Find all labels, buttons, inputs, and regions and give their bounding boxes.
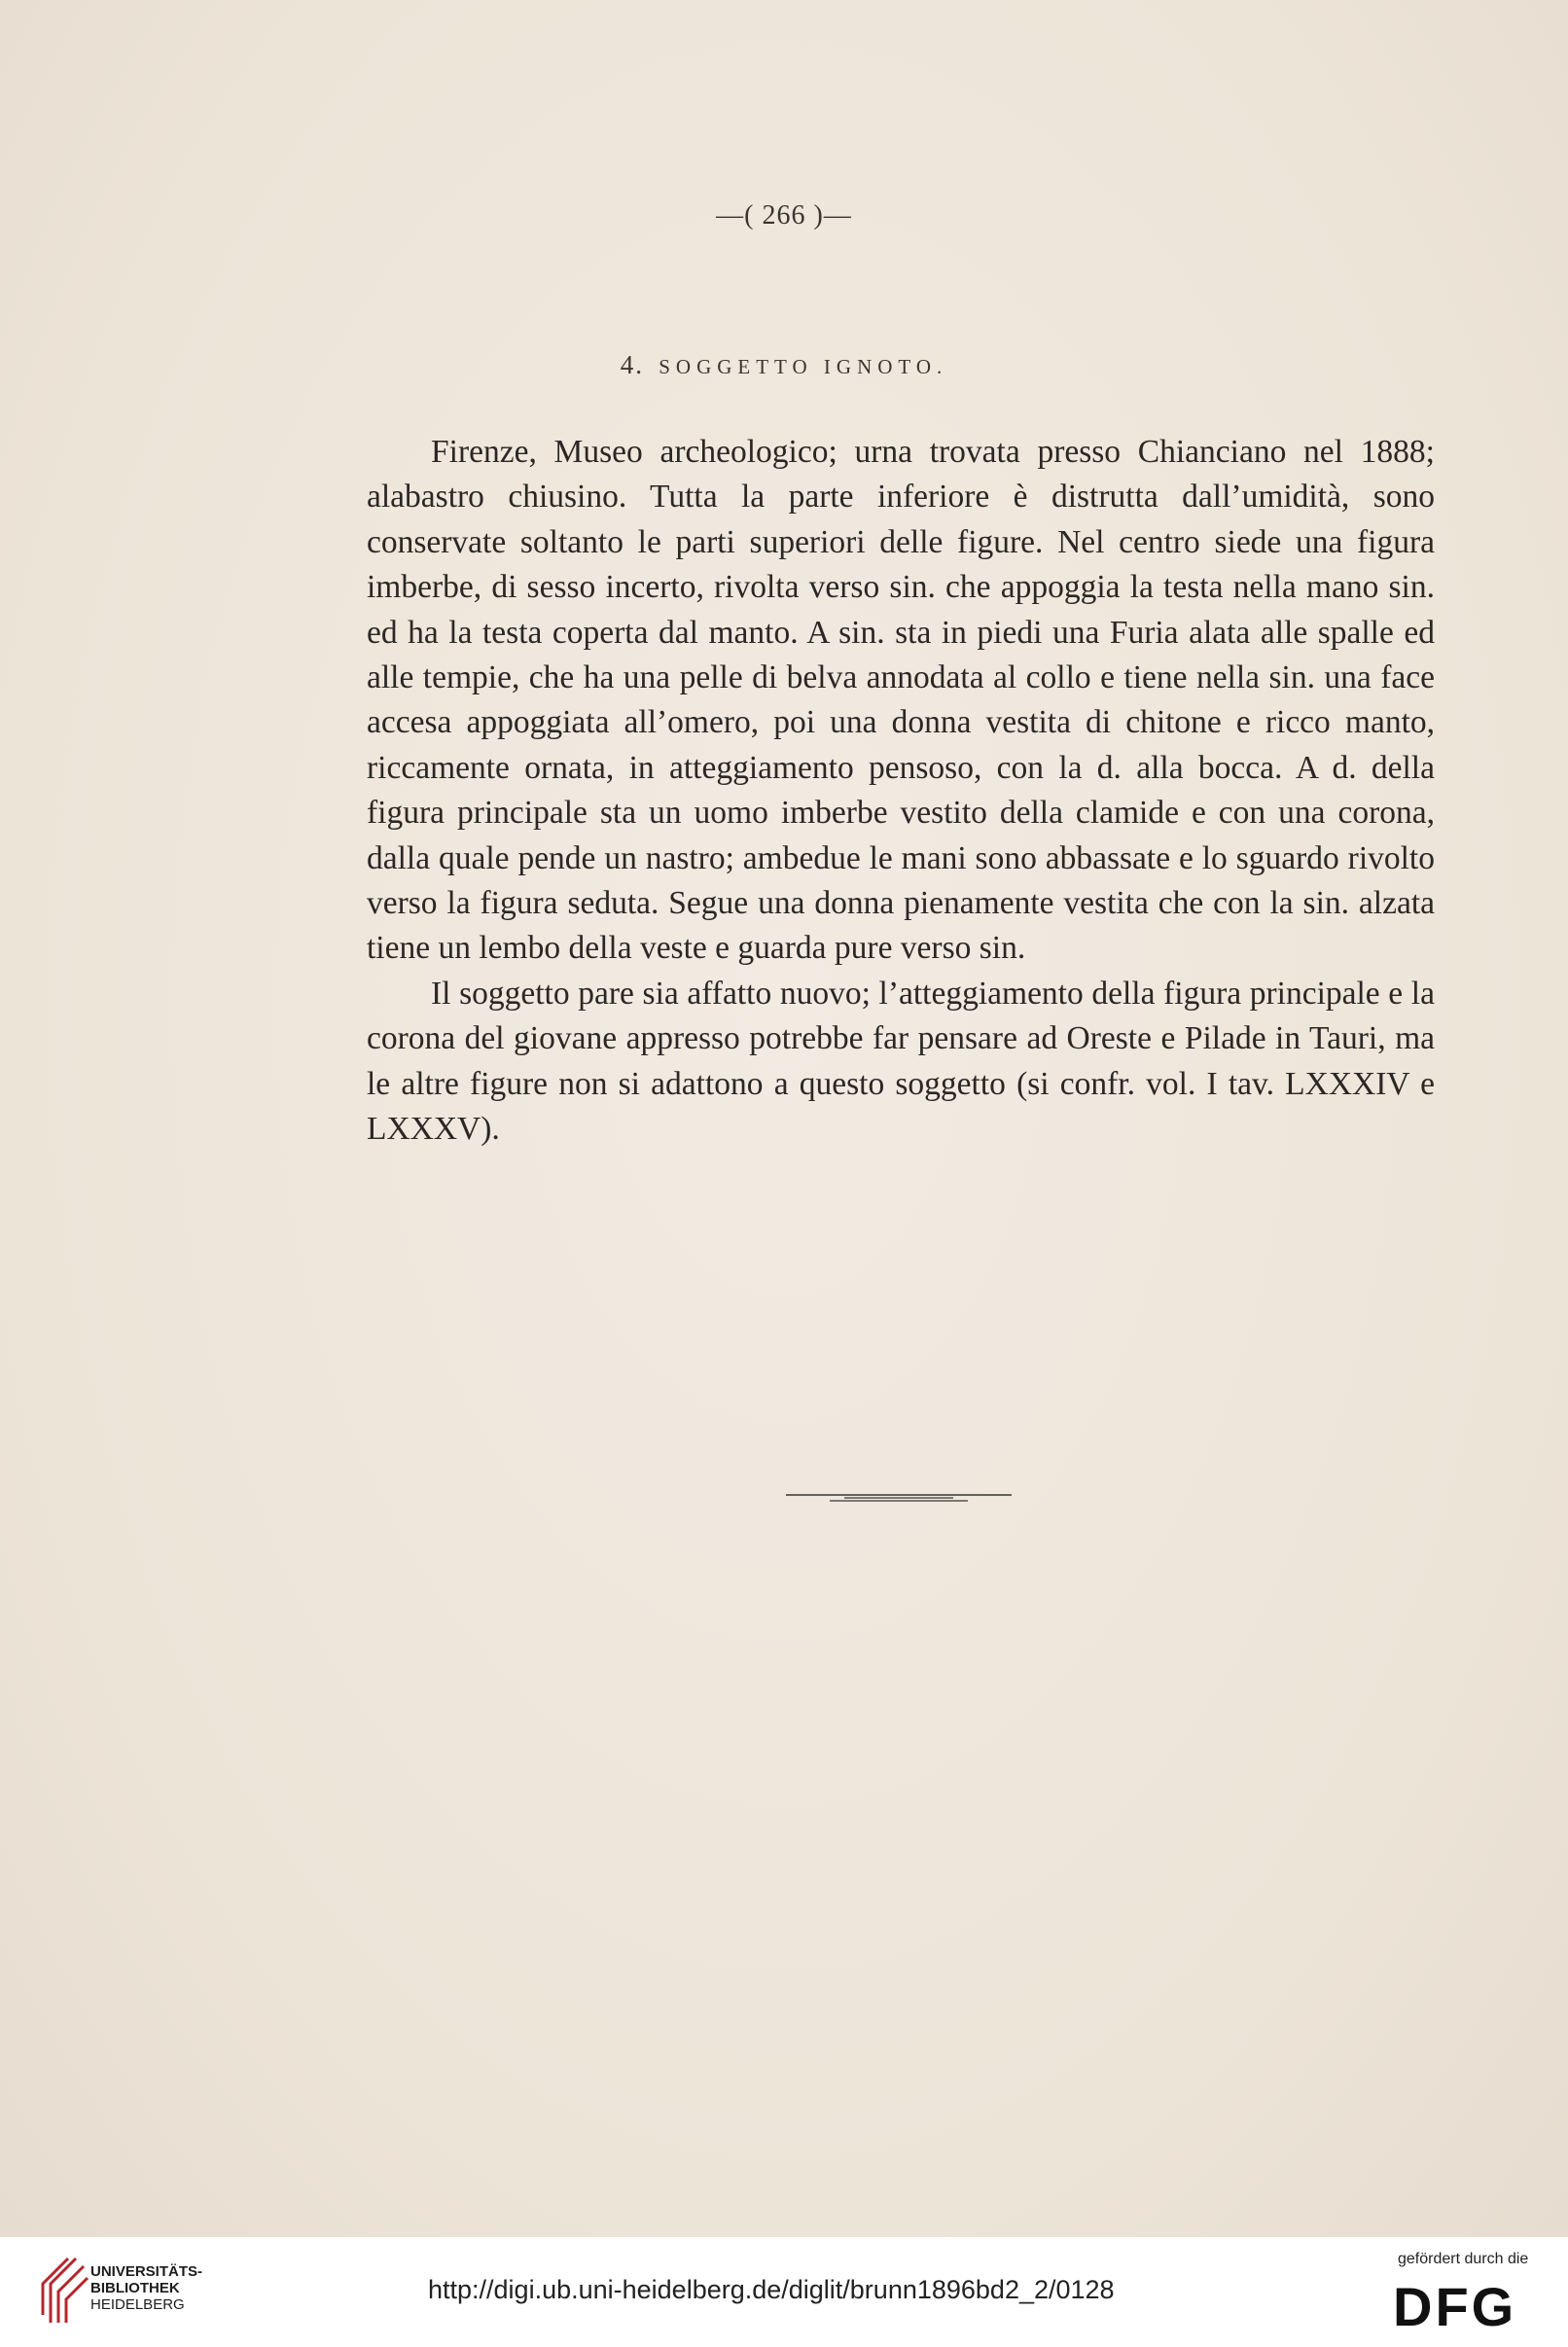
library-name-line1: UNIVERSITÄTS-: [90, 2263, 203, 2280]
university-library-logo-icon: [37, 2255, 91, 2327]
section-number: 4.: [620, 350, 644, 379]
funding-note: gefördert durch die: [1398, 2251, 1529, 2267]
end-ornament-rule: [786, 1491, 1012, 1505]
paragraph: Firenze, Museo archeologico; urna trovata presso Chianciano nel 1888; alabastro chiusino. Tutta la parte inferiore è distrutta dall’umidità, sono conservate soltanto le parti superiori delle figure. Nel centro siede una figura imberbe, di sesso incerto, rivolta verso sin. che appoggia la testa nella mano sin. ed ha la testa coperta dal manto. A sin. sta in piedi una Furia alata alle spalle ed alle tempie, che ha una pelle di belva annodata al collo e tiene nella sin. una face accesa appoggiata all’omero, poi una donna vestita di chitone e ricco manto, riccamente ornata, in atteggiamento pensoso, con la d. alla bocca. A d. della figura principale sta un uomo imberbe vestito della clamide e con una corona, dalla quale pende un nastro; ambedue le mani sono abbassate e lo sguardo rivolto verso la figura seduta. Segue una donna pienamente vestita che con la sin. alzata tiene un lembo della veste e guarda pure verso sin.: [367, 434, 1435, 967]
digital-object-url-link[interactable]: http://digi.ub.uni-heidelberg.de/diglit/brunn1896bd2_2/0128: [428, 2275, 1115, 2304]
body-text: [367, 430, 1435, 1153]
section-title: SOGGETTO IGNOTO.: [659, 355, 948, 378]
dfg-logo: DFG: [1393, 2276, 1517, 2337]
section-heading: [0, 350, 1568, 380]
library-name-line2: BIBLIOTHEK: [90, 2280, 180, 2296]
library-name: [90, 2263, 202, 2313]
paragraph: Il soggetto pare sia affatto nuovo; l’atteggiamento della figura principale e la corona del giovane appresso potrebbe far pensare ad Oreste e Pilade in Tauri, ma le altre figure non si adattono a questo soggetto (si confr. vol. I tav. LXXXIV e LXXXV).: [367, 975, 1435, 1148]
library-name-line3: HEIDELBERG: [90, 2296, 185, 2313]
page-number: —( 266 )—: [716, 200, 852, 231]
